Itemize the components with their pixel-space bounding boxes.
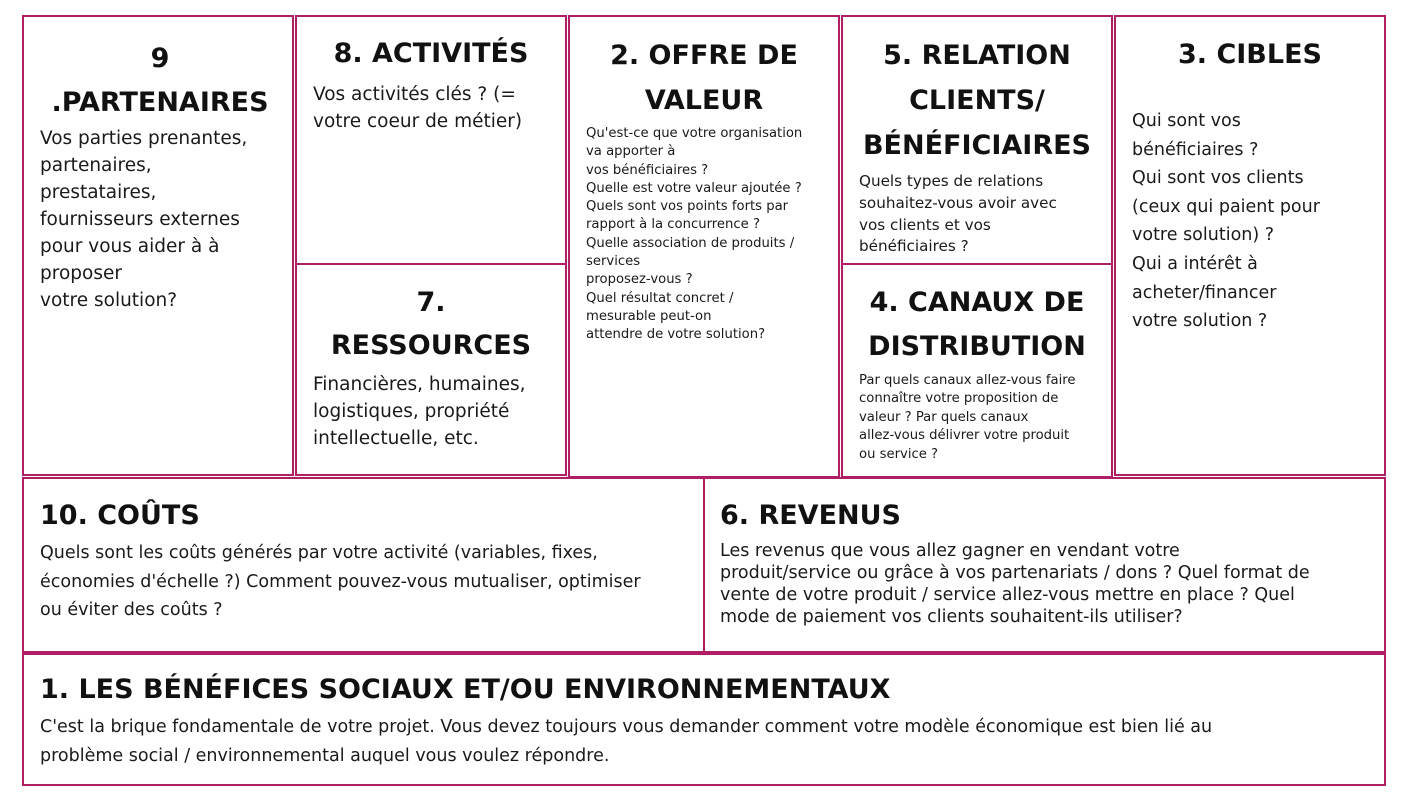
cibles-text: Qui sont vos bénéficiaires ? Qui sont vos clients (ceux qui paient pour votre solution) ? Qui a intérêt à acheter/financer votre solution ? [1132,111,1320,332]
activites-title: 8. ACTIVITÉS [333,38,529,69]
block-activites [295,15,567,265]
block-partenaires [22,15,294,476]
block-benefices [22,653,1386,786]
revenus-title: 6. REVENUS [720,500,901,531]
canaux-text: Par quels canaux allez-vous faire connaître votre proposition de valeur ? Par quels canaux allez-vous délivrer votre produit ou service ? [859,373,1076,462]
partenaires-title: 9 .PARTENAIRES [51,43,269,118]
offre-title: 2. OFFRE DE VALEUR [610,40,798,116]
benefices-title: 1. LES BÉNÉFICES SOCIAUX ET/OU ENVIRONNEMENTAUX [40,674,891,705]
relation-text: Quels types de relations souhaitez-vous avoir avec vos clients et vos bénéficiaires ? [859,172,1057,256]
block-cibles [1114,15,1386,476]
couts-title: 10. COÛTS [40,500,200,531]
ressources-title: 7. RESSOURCES [330,287,532,361]
cibles-title: 3. CIBLES [1178,39,1322,70]
offre-text: Qu'est-ce que votre organisation va apporter à vos bénéficiaires ? Quelle est votre valeur ajoutée ? Quels sont vos points forts par rapport à la concurrence ? Quelle association de produits / services proposez-vous ? Quel résultat concret / mesurable peut-on attendre de votre solution? [586,126,803,343]
activites-text: Vos activités clés ? (= votre coeur de métier) [313,84,523,132]
block-relation-clients [841,15,1113,265]
partenaires-text: Vos parties prenantes, partenaires, prestataires, fournisseurs externes pour vous aider à à proposer votre solution? [40,128,248,311]
couts-text: Quels sont les coûts générés par votre activité (variables, fixes, économies d'échelle ?) Comment pouvez-vous mutualiser, optimiser ou éviter des coûts ? [40,543,641,620]
block-offre-de-valeur [568,15,840,478]
relation-title: 5. RELATION CLIENTS/ BÉNÉFICIAIRES [862,40,1092,161]
benefices-text: C'est la brique fondamentale de votre projet. Vous devez toujours vous demander comment votre modèle économique est bien lié au problème social / environnemental auquel vous voulez répondre. [40,717,1213,766]
ressources-text: Financières, humaines, logistiques, propriété intellectuelle, etc. [313,374,526,449]
revenus-text: Les revenus que vous allez gagner en vendant votre produit/service ou grâce à vos partenariats / dons ? Quel format de vente de votre produit / service allez-vous mettre en place ? Quel mode de paiement vos clients souhaitent-ils utiliser? [720,541,1310,627]
canaux-title: 4. CANAUX DE DISTRIBUTION [868,287,1086,362]
block-revenus [703,477,1386,653]
block-couts [22,477,705,653]
block-ressources [295,263,567,476]
block-canaux-distribution [841,263,1113,478]
